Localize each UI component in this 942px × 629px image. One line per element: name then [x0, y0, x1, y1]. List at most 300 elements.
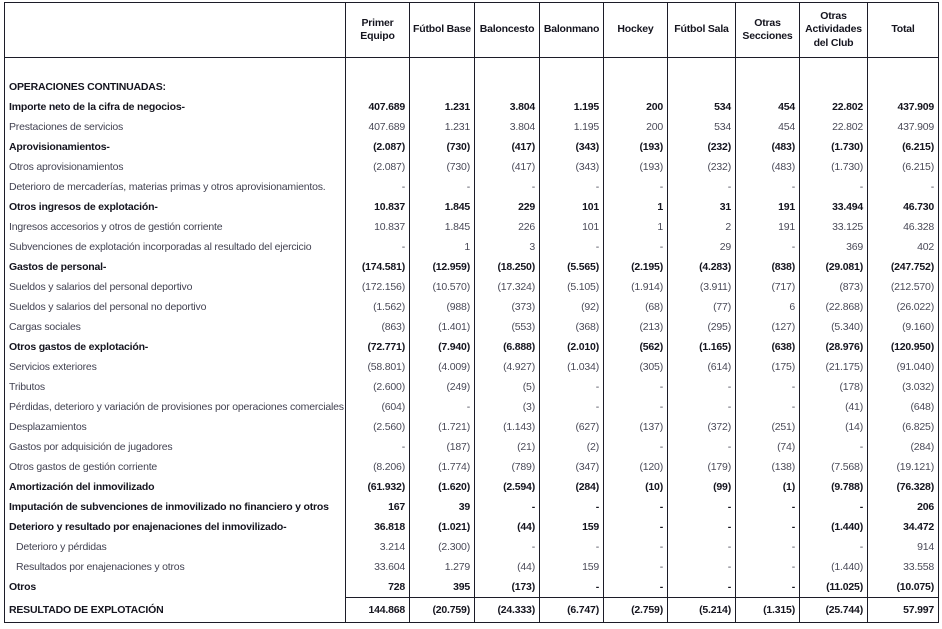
value-cell: (247.752)	[868, 257, 939, 277]
table-row	[5, 277, 939, 297]
value-cell: (2.594)	[475, 477, 540, 497]
value-cell: 407.689	[346, 117, 410, 137]
row-label: Subvenciones de explotación incorporadas al resultado del ejercicio	[9, 241, 312, 253]
value-cell: (1.562)	[346, 297, 410, 317]
value-cell: 402	[868, 237, 939, 257]
value-cell	[410, 77, 475, 97]
value-cell: 144.868	[346, 598, 410, 623]
value-cell: -	[604, 377, 668, 397]
value-cell: (1.914)	[604, 277, 668, 297]
value-cell: -	[604, 497, 668, 517]
value-cell: -	[604, 577, 668, 598]
value-cell: (1.440)	[800, 557, 868, 577]
value-cell: 36.818	[346, 517, 410, 537]
row-label: Cargas sociales	[9, 321, 81, 333]
value-cell: 10.837	[346, 217, 410, 237]
value-cell: (1.401)	[410, 317, 475, 337]
value-cell: (25.744)	[800, 598, 868, 623]
value-cell: 1	[604, 217, 668, 237]
value-cell: (3)	[475, 397, 540, 417]
value-cell: (120.950)	[868, 337, 939, 357]
value-cell: 39	[410, 497, 475, 517]
value-cell: 1.195	[540, 117, 604, 137]
value-cell: -	[475, 497, 540, 517]
row-label: Deterioro de mercaderías, materias primas y otros aprovisionamientos.	[9, 181, 326, 193]
spacer-cell	[800, 58, 868, 78]
value-cell: (3.032)	[868, 377, 939, 397]
value-cell: (3.911)	[668, 277, 736, 297]
value-cell: -	[410, 397, 475, 417]
value-cell: (1.774)	[410, 457, 475, 477]
value-cell: (1.021)	[410, 517, 475, 537]
value-cell: (284)	[868, 437, 939, 457]
value-cell: (10.570)	[410, 277, 475, 297]
value-cell: (1)	[736, 477, 800, 497]
row-label: Imputación de subvenciones de inmovilizado no financiero y otros	[9, 501, 329, 513]
value-cell: (343)	[540, 137, 604, 157]
value-cell: (7.940)	[410, 337, 475, 357]
value-cell: (6.215)	[868, 137, 939, 157]
value-cell: (2.759)	[604, 598, 668, 623]
value-cell: 22.802	[800, 97, 868, 117]
value-cell: 1.195	[540, 97, 604, 117]
table-row	[5, 537, 939, 557]
financial-table	[4, 2, 939, 623]
value-cell: (29.081)	[800, 257, 868, 277]
value-cell: 369	[800, 237, 868, 257]
value-cell: (11.025)	[800, 577, 868, 598]
value-cell: (18.250)	[475, 257, 540, 277]
value-cell: (7.568)	[800, 457, 868, 477]
value-cell: (138)	[736, 457, 800, 477]
table-row	[5, 477, 939, 497]
value-cell: (295)	[668, 317, 736, 337]
column-header: Total	[868, 3, 939, 58]
value-cell: (789)	[475, 457, 540, 477]
table-row	[5, 117, 939, 137]
value-cell: (251)	[736, 417, 800, 437]
value-cell: -	[540, 237, 604, 257]
value-cell: (2.010)	[540, 337, 604, 357]
value-cell: (24.333)	[475, 598, 540, 623]
table-header-row	[5, 3, 939, 58]
table-row	[5, 77, 939, 97]
value-cell: (417)	[475, 157, 540, 177]
value-cell: (305)	[604, 357, 668, 377]
value-cell: -	[668, 497, 736, 517]
table-row	[5, 417, 939, 437]
value-cell: (417)	[475, 137, 540, 157]
value-cell: (232)	[668, 137, 736, 157]
value-cell: -	[540, 497, 604, 517]
spacer-cell	[540, 58, 604, 78]
row-label: Deterioro y pérdidas	[16, 541, 107, 553]
table-row	[5, 377, 939, 397]
column-header: Hockey	[604, 3, 668, 58]
value-cell: (12.959)	[410, 257, 475, 277]
value-cell: -	[800, 177, 868, 197]
value-cell: (2)	[540, 437, 604, 457]
table-row	[5, 497, 939, 517]
value-cell: (873)	[800, 277, 868, 297]
value-cell: -	[668, 517, 736, 537]
value-cell: -	[604, 537, 668, 557]
table-row	[5, 577, 939, 598]
row-label: Sueldos y salarios del personal deportivo	[9, 281, 193, 293]
row-label: Aprovisionamientos-	[9, 141, 110, 153]
value-cell: 10.837	[346, 197, 410, 217]
value-cell: -	[736, 377, 800, 397]
value-cell: (120)	[604, 457, 668, 477]
value-cell: (187)	[410, 437, 475, 457]
value-cell: 437.909	[868, 117, 939, 137]
value-cell: (14)	[800, 417, 868, 437]
value-cell: (648)	[868, 397, 939, 417]
table-row	[5, 397, 939, 417]
value-cell: -	[736, 497, 800, 517]
column-header: Fútbol Base	[410, 3, 475, 58]
column-header: Baloncesto	[475, 3, 540, 58]
value-cell: (4.927)	[475, 357, 540, 377]
value-cell: (483)	[736, 157, 800, 177]
value-cell: -	[668, 377, 736, 397]
value-cell: (77)	[668, 297, 736, 317]
value-cell: -	[868, 177, 939, 197]
row-label: Resultados por enajenaciones y otros	[16, 561, 185, 573]
value-cell: -	[540, 577, 604, 598]
value-cell: (343)	[540, 157, 604, 177]
value-cell: (6.825)	[868, 417, 939, 437]
value-cell: -	[736, 577, 800, 598]
table-row	[5, 557, 939, 577]
value-cell: (193)	[604, 137, 668, 157]
value-cell: 6	[736, 297, 800, 317]
value-cell: 33.558	[868, 557, 939, 577]
value-cell: (2.560)	[346, 417, 410, 437]
value-cell: 407.689	[346, 97, 410, 117]
header-row	[5, 3, 939, 58]
value-cell: 206	[868, 497, 939, 517]
column-header: Otras Secciones	[736, 3, 800, 58]
value-cell: -	[410, 177, 475, 197]
value-cell: (9.160)	[868, 317, 939, 337]
value-cell: (1.730)	[800, 157, 868, 177]
value-cell	[868, 77, 939, 97]
value-cell	[736, 77, 800, 97]
value-cell: -	[800, 537, 868, 557]
table-body	[5, 58, 939, 623]
row-label: Deterioro y resultado por enajenaciones del inmovilizado-	[9, 521, 287, 533]
value-cell: -	[668, 557, 736, 577]
value-cell: (838)	[736, 257, 800, 277]
value-cell: 728	[346, 577, 410, 598]
value-cell: (19.121)	[868, 457, 939, 477]
value-cell: (638)	[736, 337, 800, 357]
value-cell: -	[540, 397, 604, 417]
value-cell: -	[475, 177, 540, 197]
column-header: Balonmano	[540, 3, 604, 58]
value-cell: (1.034)	[540, 357, 604, 377]
column-header: Fútbol Sala	[668, 3, 736, 58]
row-label: Tributos	[9, 381, 45, 393]
value-cell: (72.771)	[346, 337, 410, 357]
value-cell: -	[668, 397, 736, 417]
value-cell: (1.440)	[800, 517, 868, 537]
value-cell: 167	[346, 497, 410, 517]
row-label: Desplazamientos	[9, 421, 87, 433]
value-cell: (22.868)	[800, 297, 868, 317]
row-label: Servicios exteriores	[9, 361, 97, 373]
value-cell: (92)	[540, 297, 604, 317]
value-cell: (58.801)	[346, 357, 410, 377]
value-cell: 200	[604, 97, 668, 117]
value-cell: -	[540, 537, 604, 557]
value-cell	[475, 77, 540, 97]
value-cell: (373)	[475, 297, 540, 317]
table-row	[5, 257, 939, 277]
value-cell: (212.570)	[868, 277, 939, 297]
value-cell: 3.804	[475, 117, 540, 137]
spacer-cell	[5, 58, 346, 78]
value-cell: (1.721)	[410, 417, 475, 437]
value-cell: (1.143)	[475, 417, 540, 437]
value-cell: 3.804	[475, 97, 540, 117]
value-cell: (730)	[410, 137, 475, 157]
row-label: Otros gastos de explotación-	[9, 341, 149, 353]
value-cell: -	[736, 537, 800, 557]
value-cell: 159	[540, 517, 604, 537]
value-cell: (20.759)	[410, 598, 475, 623]
table-row	[5, 337, 939, 357]
value-cell: -	[346, 437, 410, 457]
value-cell: (174.581)	[346, 257, 410, 277]
table-row	[5, 357, 939, 377]
column-header: Primer Equipo	[346, 3, 410, 58]
value-cell: (74)	[736, 437, 800, 457]
value-cell: (21.175)	[800, 357, 868, 377]
value-cell: (173)	[475, 577, 540, 598]
row-label: Otros gastos de gestión corriente	[9, 461, 158, 473]
value-cell: (179)	[668, 457, 736, 477]
table-row	[5, 297, 939, 317]
value-cell: (91.040)	[868, 357, 939, 377]
value-cell: (863)	[346, 317, 410, 337]
value-cell: 33.494	[800, 197, 868, 217]
value-cell: (2.087)	[346, 157, 410, 177]
value-cell: 159	[540, 557, 604, 577]
row-label: Otros ingresos de explotación-	[9, 201, 158, 213]
table-row	[5, 157, 939, 177]
value-cell: 29	[668, 237, 736, 257]
value-cell: (1.730)	[800, 137, 868, 157]
value-cell: 101	[540, 197, 604, 217]
value-cell: (175)	[736, 357, 800, 377]
value-cell: 437.909	[868, 97, 939, 117]
value-cell: (6.888)	[475, 337, 540, 357]
value-cell: (368)	[540, 317, 604, 337]
row-label: Ingresos accesorios y otros de gestión corriente	[9, 221, 223, 233]
value-cell: 226	[475, 217, 540, 237]
value-cell: 1.231	[410, 117, 475, 137]
value-cell: 454	[736, 117, 800, 137]
value-cell: (99)	[668, 477, 736, 497]
column-header: Otras Actividades del Club	[800, 3, 868, 58]
value-cell: (627)	[540, 417, 604, 437]
table-row	[5, 517, 939, 537]
row-label: Sueldos y salarios del personal no deportivo	[9, 301, 207, 313]
table-row	[5, 177, 939, 197]
table-row	[5, 457, 939, 477]
value-cell	[668, 77, 736, 97]
table-row	[5, 437, 939, 457]
value-cell: 191	[736, 197, 800, 217]
value-cell: (10.075)	[868, 577, 939, 598]
value-cell: (284)	[540, 477, 604, 497]
value-cell: (26.022)	[868, 297, 939, 317]
value-cell: (127)	[736, 317, 800, 337]
value-cell: -	[346, 237, 410, 257]
row-label: Prestaciones de servicios	[9, 121, 124, 133]
value-cell: 229	[475, 197, 540, 217]
value-cell: (614)	[668, 357, 736, 377]
spacer-cell	[668, 58, 736, 78]
row-label: Otros	[9, 581, 37, 594]
value-cell: (178)	[800, 377, 868, 397]
value-cell: 101	[540, 217, 604, 237]
value-cell: -	[668, 177, 736, 197]
value-cell: (213)	[604, 317, 668, 337]
value-cell: 914	[868, 537, 939, 557]
value-cell: 534	[668, 117, 736, 137]
value-cell: (4.283)	[668, 257, 736, 277]
value-cell: 33.125	[800, 217, 868, 237]
value-cell: -	[604, 397, 668, 417]
spacer-cell	[346, 58, 410, 78]
value-cell	[540, 77, 604, 97]
value-cell: -	[668, 537, 736, 557]
value-cell: -	[800, 437, 868, 457]
value-cell: (193)	[604, 157, 668, 177]
row-label: Pérdidas, deterioro y variación de provisiones por operaciones comerciales	[9, 401, 344, 413]
value-cell: (172.156)	[346, 277, 410, 297]
value-cell: (1.165)	[668, 337, 736, 357]
row-label: RESULTADO DE EXPLOTACIÓN	[9, 603, 164, 616]
value-cell: (562)	[604, 337, 668, 357]
row-label: Importe neto de la cifra de negocios-	[9, 101, 185, 113]
row-label: Gastos de personal-	[9, 261, 107, 273]
value-cell: -	[736, 237, 800, 257]
value-cell: (17.324)	[475, 277, 540, 297]
value-cell: -	[668, 437, 736, 457]
table-row	[5, 317, 939, 337]
row-label: Gastos por adquisición de jugadores	[9, 441, 173, 453]
value-cell: (249)	[410, 377, 475, 397]
value-cell: (2.087)	[346, 137, 410, 157]
value-cell: 1	[604, 197, 668, 217]
value-cell: 46.328	[868, 217, 939, 237]
value-cell: (76.328)	[868, 477, 939, 497]
value-cell: (6.215)	[868, 157, 939, 177]
value-cell: 1.845	[410, 217, 475, 237]
value-cell: (717)	[736, 277, 800, 297]
value-cell: -	[346, 177, 410, 197]
spacer-cell	[868, 58, 939, 78]
value-cell: (1.620)	[410, 477, 475, 497]
value-cell: (8.206)	[346, 457, 410, 477]
value-cell: 46.730	[868, 197, 939, 217]
row-label: OPERACIONES CONTINUADAS:	[9, 81, 166, 93]
row-label: Otros aprovisionamientos	[9, 161, 124, 173]
value-cell: (28.976)	[800, 337, 868, 357]
value-cell: -	[736, 557, 800, 577]
value-cell: 3.214	[346, 537, 410, 557]
value-cell: -	[604, 517, 668, 537]
value-cell: (483)	[736, 137, 800, 157]
value-cell: 3	[475, 237, 540, 257]
spacer-cell	[410, 58, 475, 78]
value-cell: (137)	[604, 417, 668, 437]
table-row	[5, 217, 939, 237]
value-cell: (21)	[475, 437, 540, 457]
value-cell: 1	[410, 237, 475, 257]
value-cell: 1.845	[410, 197, 475, 217]
row-label: Amortización del inmovilizado	[9, 481, 155, 493]
value-cell: (347)	[540, 457, 604, 477]
value-cell: (5.340)	[800, 317, 868, 337]
value-cell: (5.105)	[540, 277, 604, 297]
value-cell: -	[604, 237, 668, 257]
value-cell: 2	[668, 217, 736, 237]
value-cell: 22.802	[800, 117, 868, 137]
corner-cell	[5, 3, 346, 58]
value-cell: (44)	[475, 517, 540, 537]
value-cell: 1.279	[410, 557, 475, 577]
spacer-cell	[736, 58, 800, 78]
value-cell: 534	[668, 97, 736, 117]
value-cell	[604, 77, 668, 97]
value-cell: (5)	[475, 377, 540, 397]
value-cell	[800, 77, 868, 97]
value-cell: (44)	[475, 557, 540, 577]
value-cell: (10)	[604, 477, 668, 497]
value-cell: (372)	[668, 417, 736, 437]
value-cell: (730)	[410, 157, 475, 177]
value-cell: -	[736, 397, 800, 417]
table-row	[5, 137, 939, 157]
value-cell: -	[736, 517, 800, 537]
value-cell: -	[668, 577, 736, 598]
value-cell: (232)	[668, 157, 736, 177]
value-cell: -	[540, 177, 604, 197]
value-cell: -	[604, 557, 668, 577]
value-cell: 34.472	[868, 517, 939, 537]
value-cell: (4.009)	[410, 357, 475, 377]
value-cell: -	[736, 177, 800, 197]
value-cell: (68)	[604, 297, 668, 317]
value-cell: (2.300)	[410, 537, 475, 557]
income-statement-by-section-table	[4, 2, 938, 620]
value-cell: (5.214)	[668, 598, 736, 623]
value-cell: (2.600)	[346, 377, 410, 397]
value-cell: (604)	[346, 397, 410, 417]
value-cell	[346, 77, 410, 97]
value-cell: 200	[604, 117, 668, 137]
value-cell: 191	[736, 217, 800, 237]
value-cell: 1.231	[410, 97, 475, 117]
value-cell: 395	[410, 577, 475, 598]
table-row	[5, 598, 939, 623]
table-row	[5, 197, 939, 217]
